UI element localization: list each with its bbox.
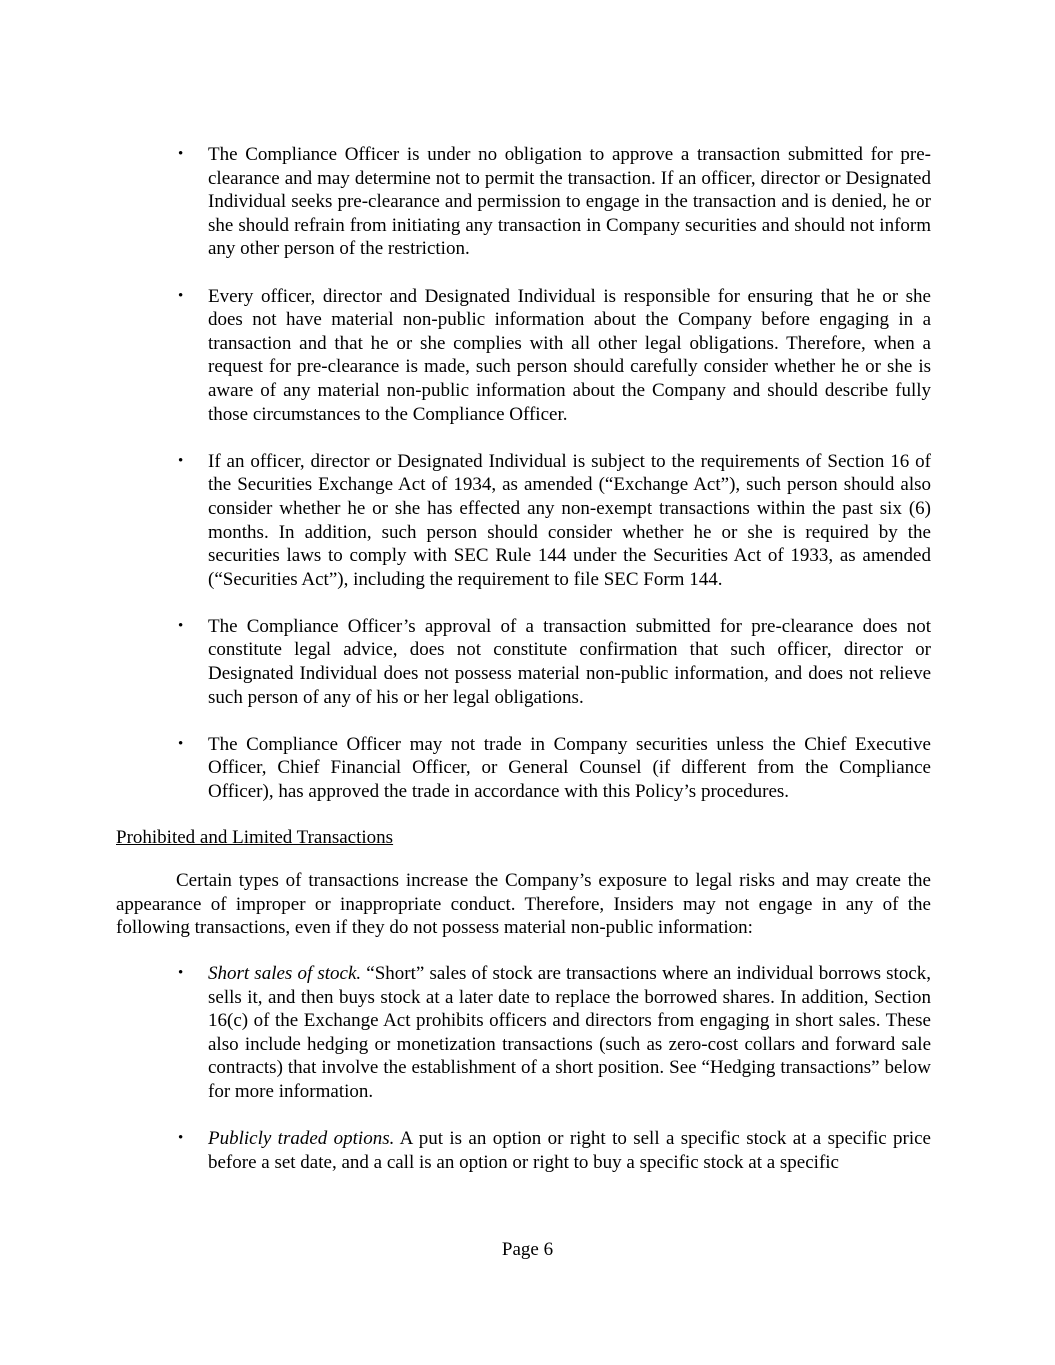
bullet-text: “Short” sales of stock are transactions where an individual borrows stock, sells it, and then buys stock at a later date to replace the borrowed shares. In addition, Section 16(c) of the Exchange Act prohibits officers and directors from engaging in short sales. These also include hedging or monetization transactions (such as zero-cost collars and forward sale contracts) that involve the establishment of a short position. See “Hedging transactions” below for more information. <box>208 963 932 1102</box>
bullet-icon: • <box>178 452 184 469</box>
bullet-text: If an officer, director or Designated Individual is subject to the requirements of Section 16 of the Securities Exchange Act of 1934, as amended (“Exchange Act”), such person should also consider whether he or she has effected any non-exempt transactions within the past six (6) months. In addition, such person should consider whether he or she is required by the securities laws to comply with SEC Rule 144 under the Securities Act of 1933, as amended (“Securities Act”), including the requirement to file SEC Form 144. <box>208 450 931 590</box>
list-item <box>116 143 931 261</box>
list-item <box>116 615 931 709</box>
list-item <box>116 733 931 804</box>
list-item <box>116 962 931 1104</box>
bullet-icon: • <box>178 735 184 752</box>
bullet-text: The Compliance Officer may not trade in Company securities unless the Chief Executive Officer, Chief Financial Officer, or General Counsel (if different from the Compliance Officer), has approved the trade in accordance with this Policy’s procedures. <box>208 733 931 803</box>
page-content <box>116 143 931 1174</box>
list-item <box>116 450 931 592</box>
bullet-icon: • <box>178 617 184 634</box>
section-heading: Prohibited and Limited Transactions <box>116 826 394 848</box>
preclearance-bullet-list <box>116 143 931 804</box>
bullet-text: The Compliance Officer is under no obligation to approve a transaction submitted for pre-clearance and may determine not to permit the transaction. If an officer, director or Designated Individual seeks pre-clearance and permission to engage in the transaction and is denied, he or she should refrain from initiating any transaction in Company securities and should not inform any other person of the restriction. <box>208 144 931 260</box>
intro-paragraph: Certain types of transactions increase the Company’s exposure to legal risks and may create the appearance of improper or inappropriate conduct. Therefore, Insiders may not engage in any of the following transactions, even if they do not possess material non-public information: <box>116 870 931 939</box>
item-lead-title: Publicly traded options. <box>208 1128 395 1150</box>
prohibited-transactions-list <box>116 962 931 1174</box>
bullet-text: Every officer, director and Designated Individual is responsible for ensuring that he or she does not have material non-public information about the Company before engaging in a transaction and that he or she complies with all other legal obligations. Therefore, when a request for pre-clearance is made, such person should carefully consider whether he or she is aware of any material non-public information about the Company and should describe fully those circumstances to the Compliance Officer. <box>208 285 931 425</box>
list-item <box>116 1127 931 1174</box>
bullet-text: The Compliance Officer’s approval of a transaction submitted for pre-clearance does not constitute legal advice, does not constitute confirmation that such officer, director or Designated Individual does not possess material non-public information, and does not relieve such person of any of his or her legal obligations. <box>208 615 931 708</box>
bullet-icon: • <box>178 287 184 304</box>
page-number: Page 6 <box>501 1239 554 1260</box>
bullet-icon: • <box>178 146 184 162</box>
bullet-icon: • <box>178 1130 184 1147</box>
item-lead-title: Short sales of stock. <box>208 963 362 984</box>
bullet-icon: • <box>178 965 184 981</box>
bullet-text: A put is an option or right to sell a specific stock at a specific price before a set date, and a call is an option or right to buy a specific stock at a specific <box>208 1128 931 1173</box>
list-item <box>116 285 931 427</box>
